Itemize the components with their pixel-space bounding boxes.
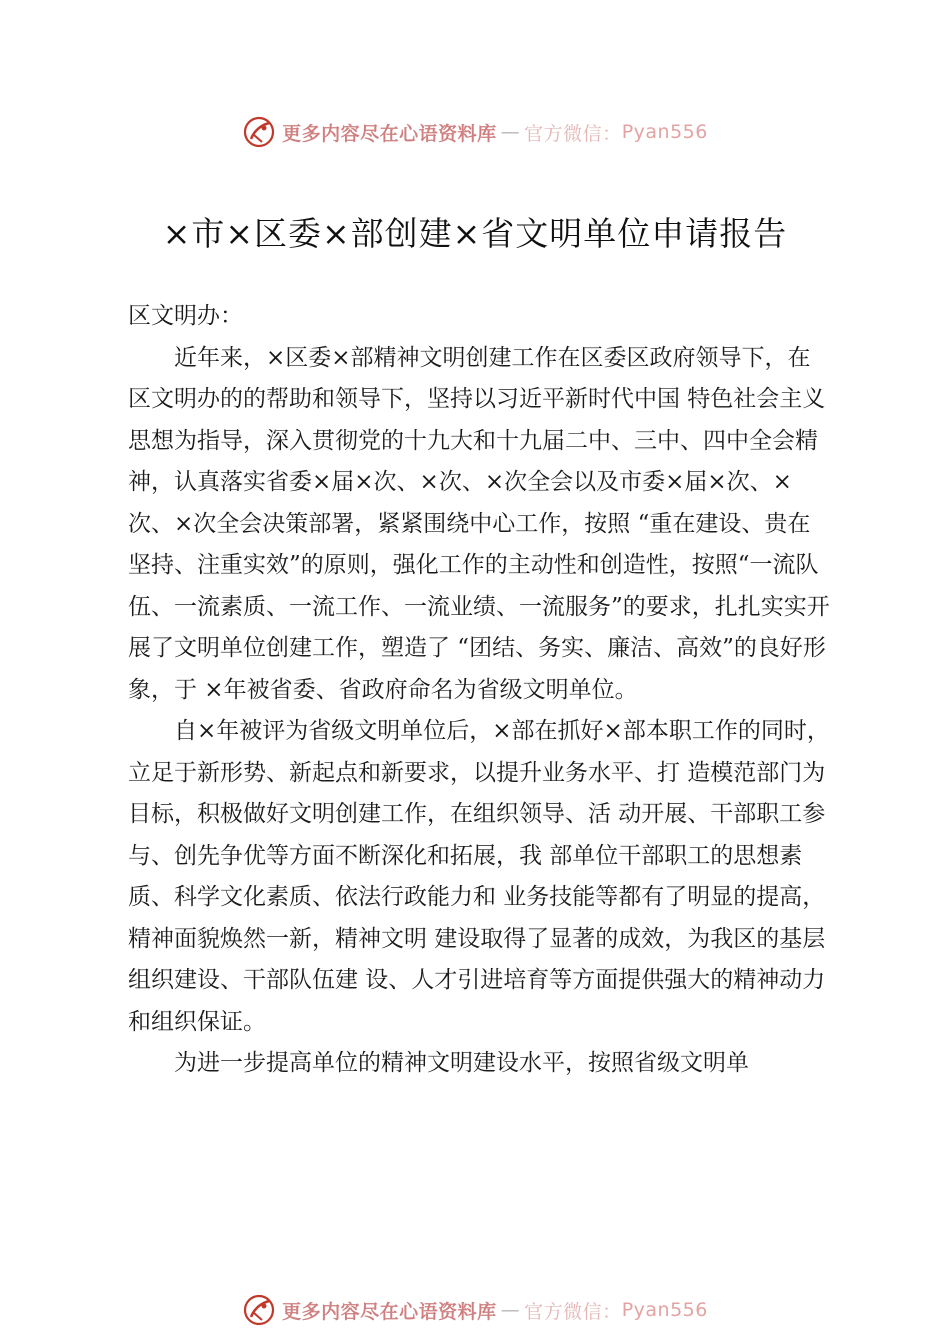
watermark-id: Pyan556 <box>621 1299 708 1321</box>
watermark-sub-text: 官方微信： <box>524 122 622 145</box>
watermark-id: Pyan556 <box>621 121 708 143</box>
paragraph-1: 近年来，×区委×部精神文明创建工作在区委区政府领导下，在区文明办的的帮助和领导下，坚持以习近平新时代中国 特色社会主义思想为指导，深入贯彻党的十九大和十九届二中、三中、四中全会精神，认真落实省委×届×次、×次、×次全会以及市委×届×次、×次、×次全会决策部署，紧紧围绕中心工作，按照 “重在建设、贵在坚持、注重实效”的原则，强化工作的主动性和创造性，按照“一流队伍、一流素质、一流工作、一流业绩、一流服务”的要求，扎扎实实开展了文明单位创建工作，塑造了 “团结、务实、廉洁、高效”的良好形象，于 ×年被省委、省政府命名为省级文明单位。 <box>128 344 830 703</box>
watermark-separator: — <box>500 121 521 143</box>
watermark-header <box>0 112 950 152</box>
paragraph-3: 为进一步提高单位的精神文明建设水平，按照省级文明单 <box>174 1050 749 1076</box>
watermark-logo-icon <box>242 1293 276 1327</box>
watermark-separator: — <box>500 1299 521 1321</box>
document-title: ×市×区委×部创建×省文明单位申请报告 <box>162 214 788 253</box>
watermark-sub-text: 官方微信： <box>524 1300 622 1323</box>
watermark-footer <box>0 1290 950 1330</box>
salutation: 区文明办： <box>128 303 243 329</box>
watermark-main-text: 更多内容尽在心语资料库 <box>282 1300 497 1323</box>
watermark-main-text: 更多内容尽在心语资料库 <box>282 122 497 145</box>
paragraph-2: 自×年被评为省级文明单位后，×部在抓好×部本职工作的同时，立足于新形势、新起点和新要求，以提升业务水平、打 造模范部门为目标，积极做好文明创建工作，在组织领导、活 动开展、干部职工参与、创先争优等方面不断深化和拓展，我 部单位干部职工的思想素质、科学文化素质、依法行政能力和 业务技能等都有了明显的提高，精神面貌焕然一新，精神文明 建设取得了显著的成效，为我区的基层组织建设、干部队伍建 设、人才引进培育等方面提供强大的精神动力和组织保证。 <box>128 718 830 1035</box>
document-body <box>128 296 832 1085</box>
watermark-logo-icon <box>242 115 276 149</box>
